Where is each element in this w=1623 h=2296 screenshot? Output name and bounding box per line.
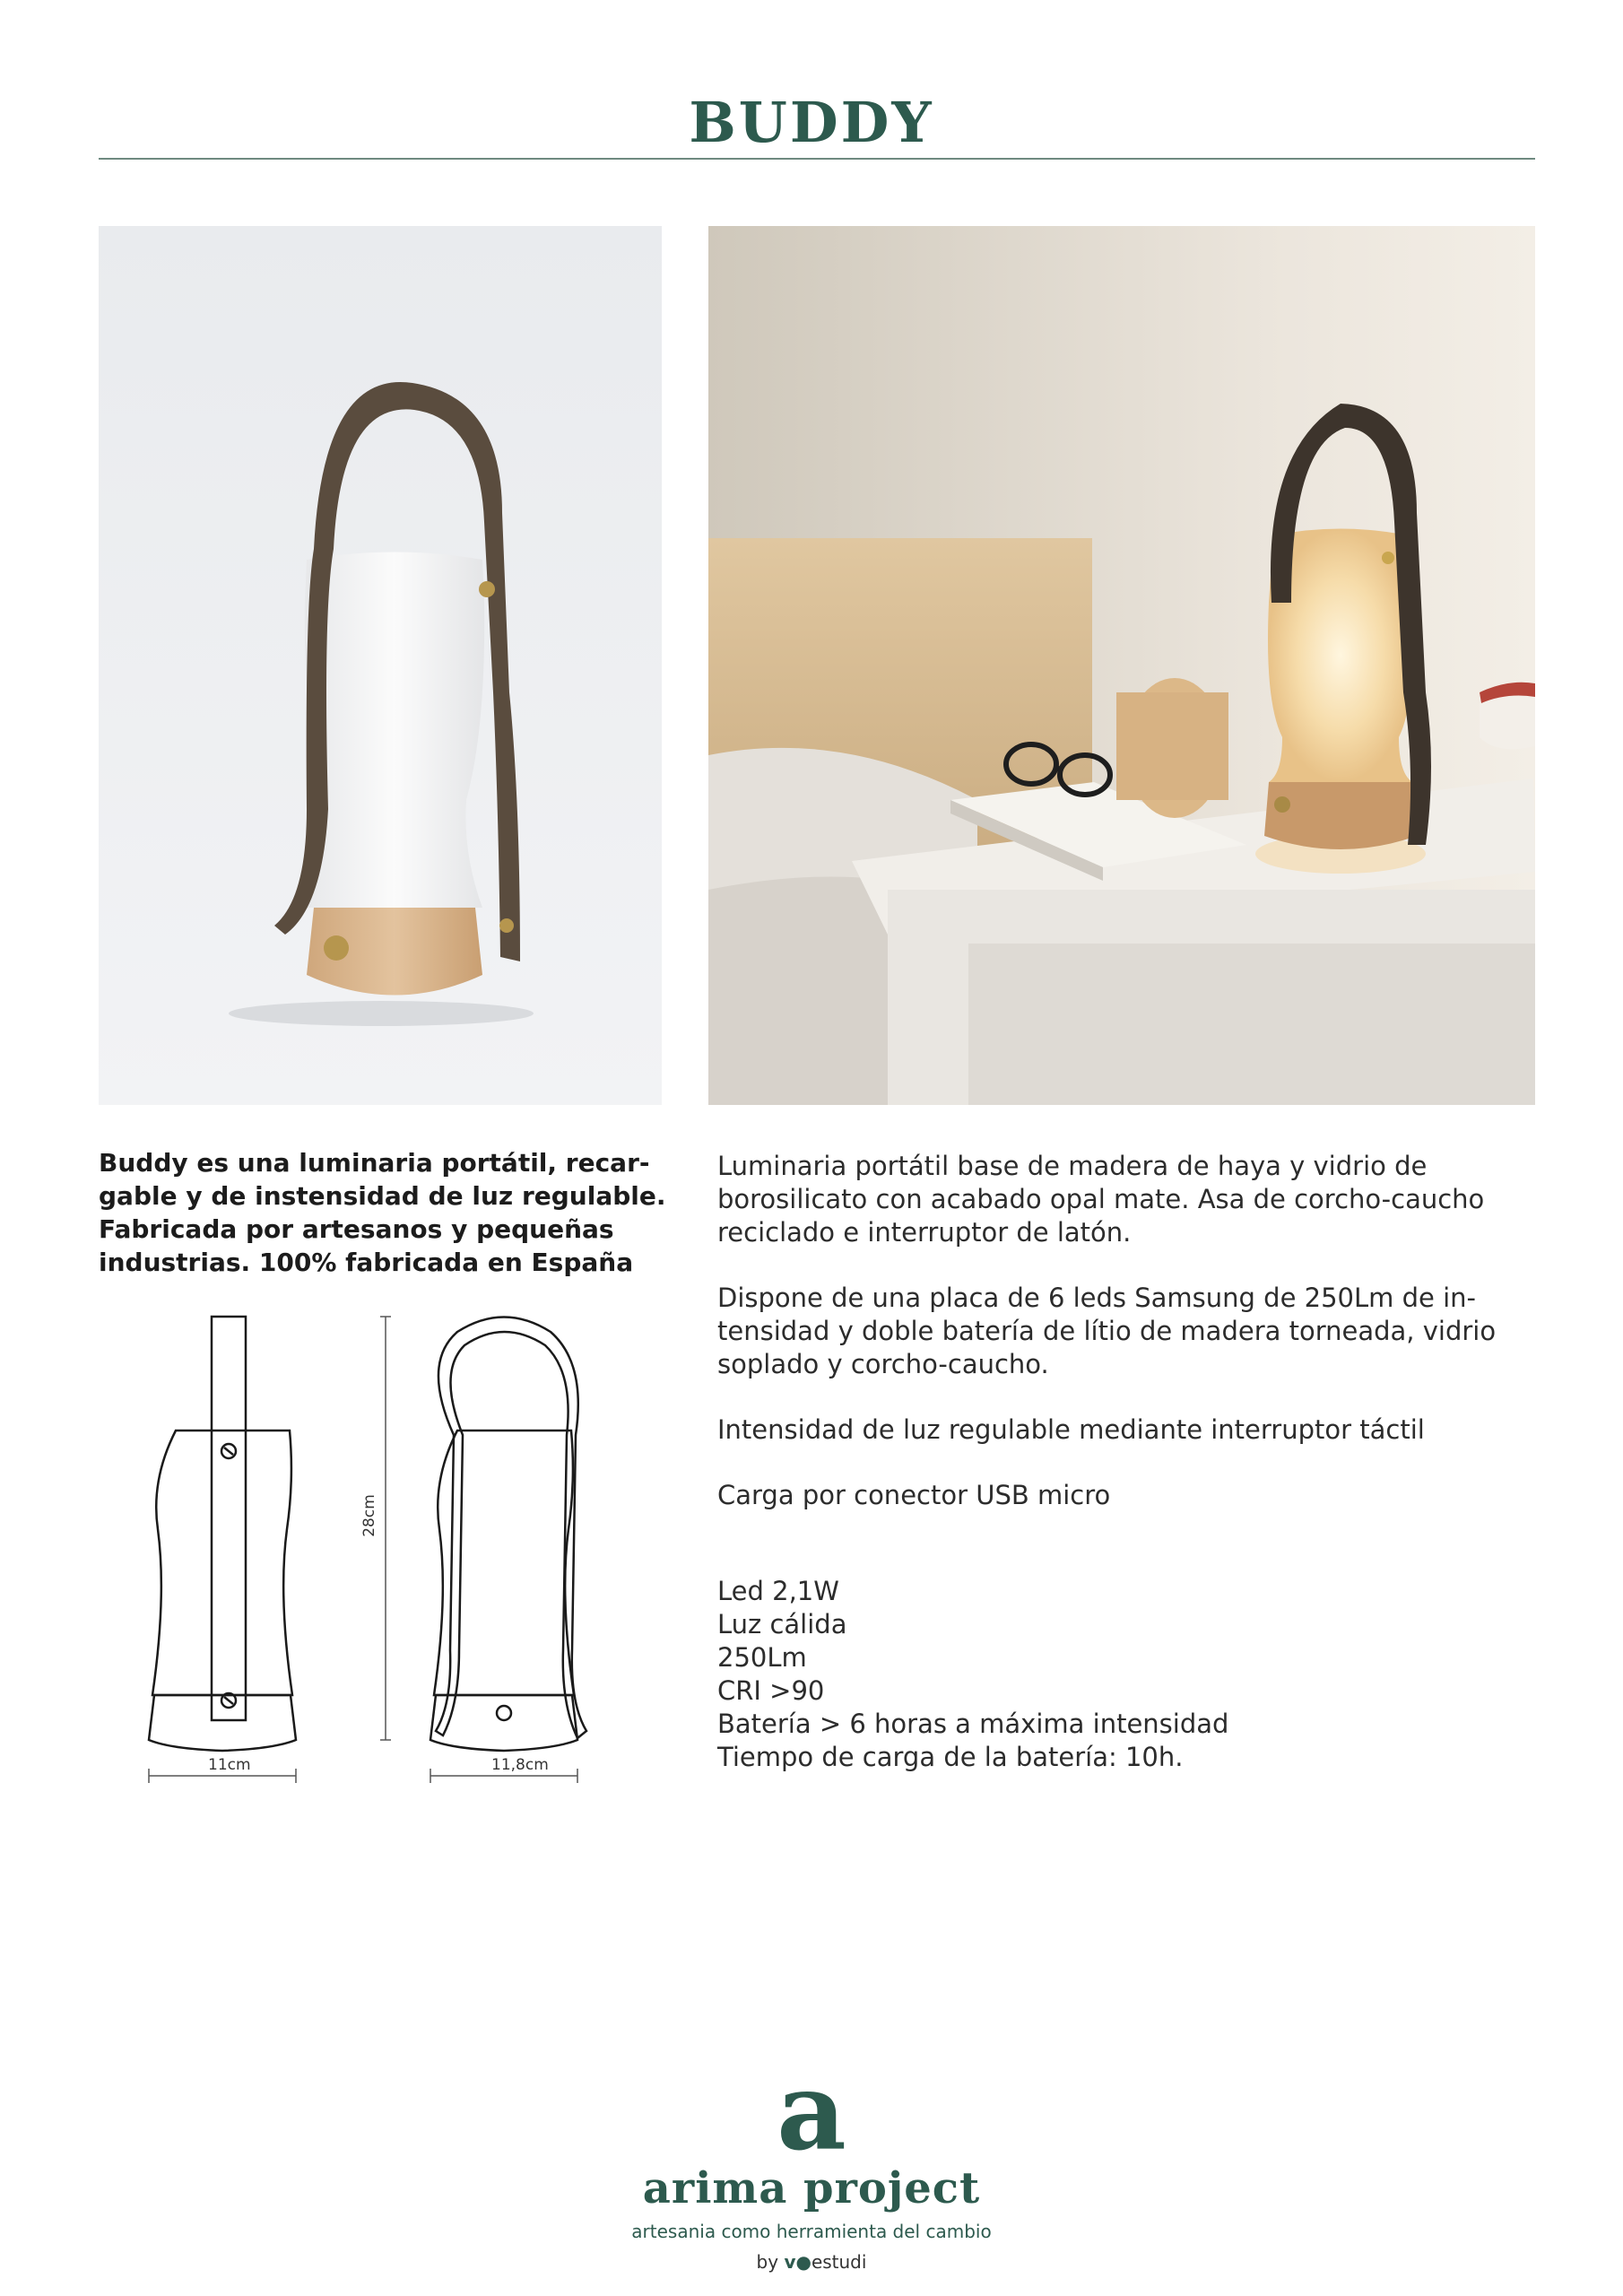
- drawing-lines: [135, 1309, 637, 1807]
- width-front-label: 11cm: [208, 1756, 251, 1774]
- studio-logo-mark: v●: [784, 2251, 812, 2273]
- title-divider: [99, 158, 1535, 160]
- page-title: BUDDY: [689, 90, 934, 155]
- spec-item: CRI >90: [717, 1675, 825, 1706]
- width-side-label: 11,8cm: [491, 1756, 549, 1774]
- studio-byline: [0, 2251, 1623, 2273]
- brand-footer: [0, 2048, 1623, 2273]
- product-photo-studio: [99, 226, 662, 1105]
- spec-item: Tiempo de carga de la batería: 10h.: [717, 1742, 1184, 1772]
- spec-item: 250Lm: [717, 1642, 807, 1673]
- spec-item: Luz cálida: [717, 1609, 847, 1639]
- description-paragraph: Carga por conector USB micro: [717, 1480, 1111, 1510]
- product-photo-bedroom: [708, 226, 1535, 1105]
- description-paragraph: Dispone de una placa de 6 leds Samsung de 250Lm de in-tensidad y doble batería de lítio de madera torneada, vidrio soplado y corcho-caucho.: [717, 1283, 1497, 1379]
- brand-name: arima project: [642, 2163, 981, 2213]
- brand-logo-letter: a: [777, 2048, 846, 2175]
- description-paragraph: Intensidad de luz regulable mediante interruptor táctil: [717, 1414, 1425, 1445]
- description-paragraph: Luminaria portátil base de madera de haya y vidrio de borosilicato con acabado opal mate. Asa de corcho-caucho reciclado e interruptor de latón.: [717, 1151, 1485, 1248]
- technical-drawings: [135, 1309, 637, 1807]
- byline-prefix: by: [756, 2251, 779, 2273]
- product-description: [717, 1150, 1524, 1806]
- studio-name: estudi: [811, 2251, 867, 2273]
- intro-text: Buddy es una luminaria portátil, recar-gable y de instensidad de luz regulable. Fabricada por artesanos y pequeñas industrias. 100% fabricada en España: [99, 1148, 666, 1277]
- brand-tagline: artesania como herramienta del cambio: [631, 2221, 992, 2242]
- specs-list: [717, 1575, 1524, 1774]
- spec-item: Led 2,1W: [717, 1576, 839, 1606]
- spec-item: Batería > 6 horas a máxima intensidad: [717, 1709, 1229, 1739]
- height-label: 28cm: [360, 1494, 378, 1537]
